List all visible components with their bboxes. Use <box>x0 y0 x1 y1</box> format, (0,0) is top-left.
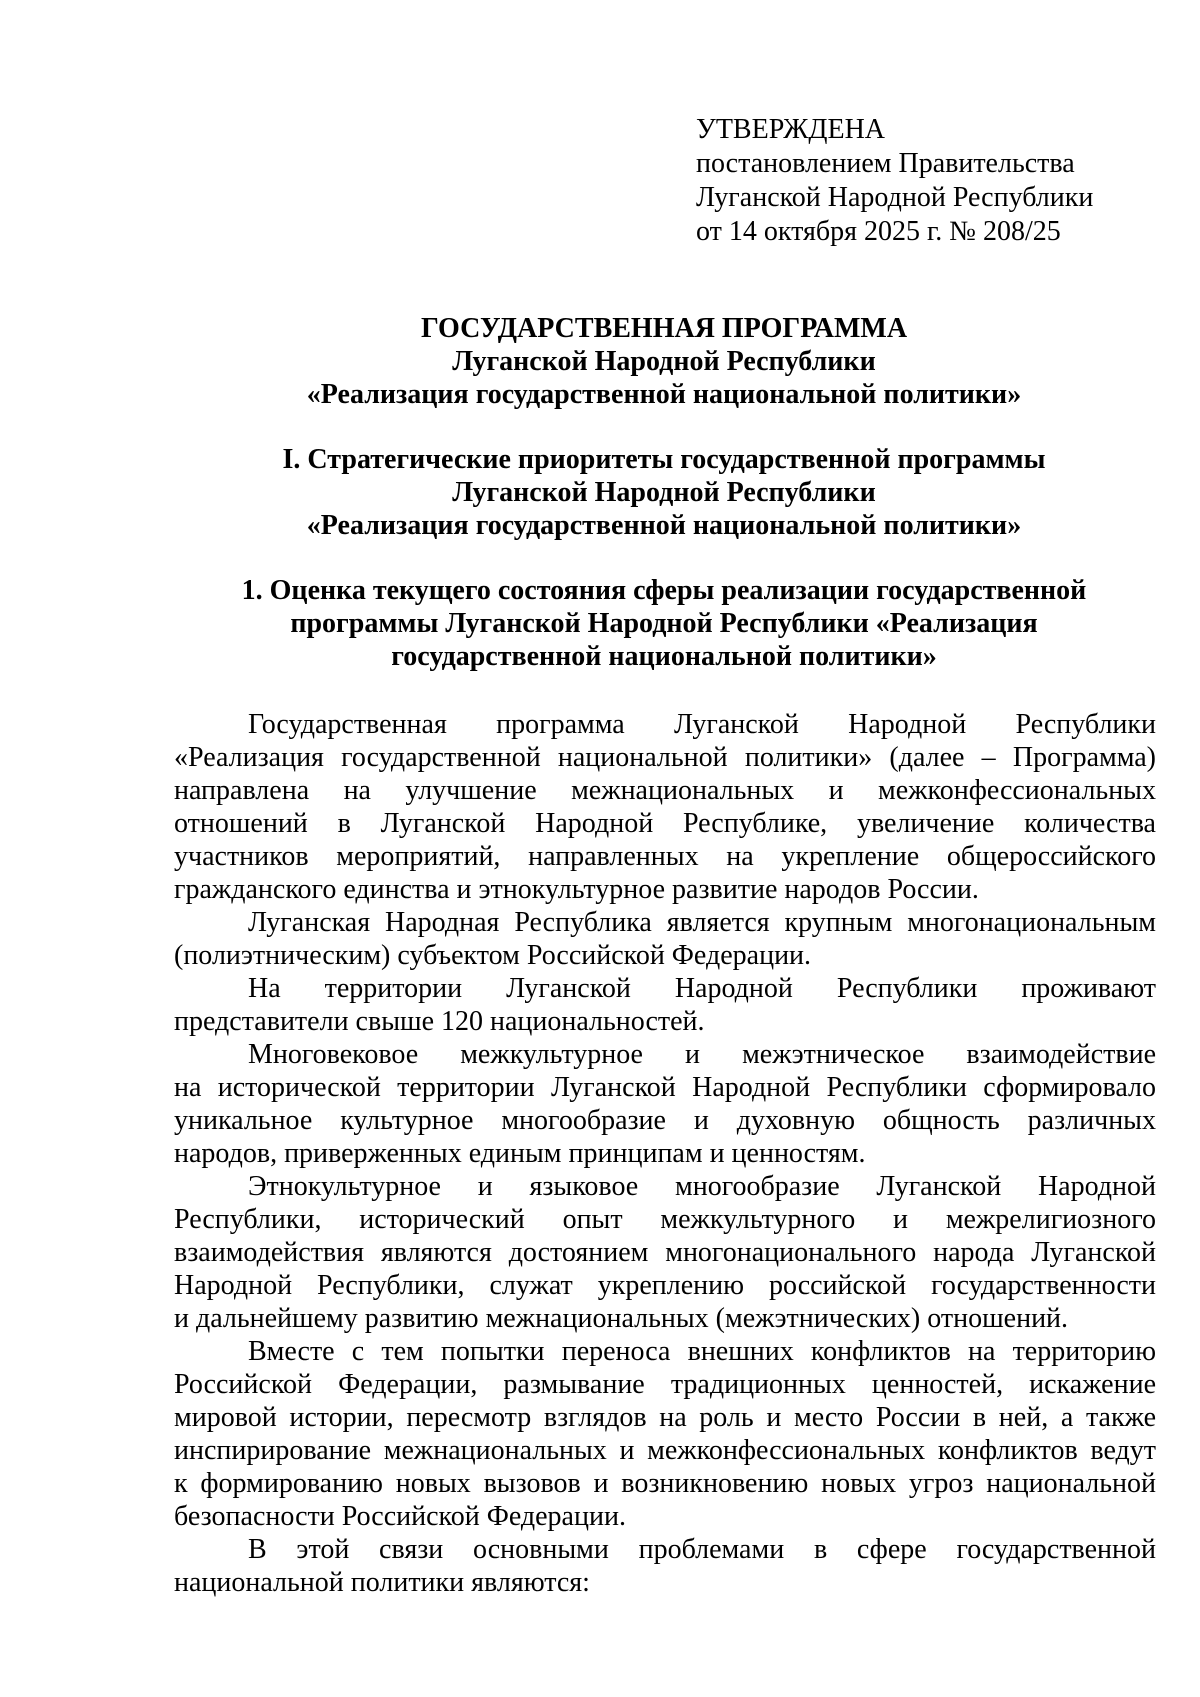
subsection-line: 1. Оценка текущего состояния сферы реализации государственной <box>241 575 1087 606</box>
paragraph-line: мировой истории, пересмотр взглядов на роль и место России в ней, а также <box>174 1402 1156 1433</box>
paragraph-line: инспирирование межнациональных и межконфессиональных конфликтов ведут <box>174 1435 1156 1466</box>
paragraph <box>174 1533 1156 1599</box>
paragraph-line: представители свыше 120 национальностей. <box>174 1006 705 1037</box>
paragraph-line: безопасности Российской Федерации. <box>174 1501 626 1532</box>
approval-stamp <box>696 113 1156 249</box>
title-line: Луганской Народной Республики <box>452 346 876 377</box>
paragraph-line: Луганская Народная Республика является крупным многонациональным <box>248 907 1156 938</box>
paragraph-line: Республики, исторический опыт межкультурного и межрелигиозного <box>174 1204 1156 1235</box>
paragraph-line: гражданского единства и этнокультурное развитие народов России. <box>174 874 979 905</box>
paragraph-line: Многовековое межкультурное и межэтническое взаимодействие <box>248 1039 1156 1070</box>
paragraph-line: На территории Луганской Народной Республики проживают <box>248 973 1156 1004</box>
paragraph-line: уникальное культурное многообразие и духовную общность различных <box>174 1105 1156 1136</box>
section-line: Луганской Народной Республики <box>452 477 876 508</box>
approval-line: Луганской Народной Республики <box>696 182 1094 213</box>
subsection-heading <box>172 574 1156 673</box>
paragraph <box>174 1170 1156 1335</box>
paragraph-line: на исторической территории Луганской Народной Республики сформировало <box>174 1072 1156 1103</box>
approval-line: постановлением Правительства <box>696 148 1075 179</box>
paragraph-line: народов, приверженных единым принципам и ценностям. <box>174 1138 866 1169</box>
title-line: ГОСУДАРСТВЕННАЯ ПРОГРАММА <box>420 313 908 344</box>
paragraph-line: взаимодействия являются достоянием многонационального народа Луганской <box>174 1237 1156 1268</box>
paragraph <box>174 708 1156 906</box>
paragraph-line: Государственная программа Луганской Народной Республики <box>248 709 1156 740</box>
paragraph-line: участников мероприятий, направленных на укрепление общероссийского <box>174 841 1156 872</box>
section-heading <box>172 443 1156 542</box>
paragraph-line: В этой связи основными проблемами в сфере государственной <box>248 1534 1156 1565</box>
paragraph <box>174 1335 1156 1533</box>
subsection-line: программы Луганской Народной Республики «Реализация <box>290 608 1038 639</box>
body-text <box>174 708 1156 1599</box>
paragraph-line: Этнокультурное и языковое многообразие Луганской Народной <box>248 1171 1156 1202</box>
paragraph <box>174 1038 1156 1170</box>
paragraph-line: (полиэтническим) субъектом Российской Федерации. <box>174 940 812 971</box>
title-line: «Реализация государственной национальной политики» <box>306 379 1022 410</box>
approval-line: УТВЕРЖДЕНА <box>696 114 886 145</box>
approval-line: от 14 октября 2025 г. № 208/25 <box>696 216 1061 247</box>
paragraph-line: национальной политики являются: <box>174 1567 590 1598</box>
paragraph <box>174 906 1156 972</box>
paragraph-line: «Реализация государственной национальной политики» (далее – Программа) <box>174 742 1156 773</box>
paragraph-line: Вместе с тем попытки переноса внешних конфликтов на территорию <box>248 1336 1156 1367</box>
paragraph-line: Народной Республики, служат укреплению российской государственности <box>174 1270 1156 1301</box>
paragraph-line: к формированию новых вызовов и возникновению новых угроз национальной <box>174 1468 1156 1499</box>
program-title <box>172 312 1156 411</box>
paragraph-line: направлена на улучшение межнациональных и межконфессиональных <box>174 775 1156 806</box>
paragraph-line: отношений в Луганской Народной Республике, увеличение количества <box>174 808 1156 839</box>
paragraph <box>174 972 1156 1038</box>
paragraph-line: Российской Федерации, размывание традиционных ценностей, искажение <box>174 1369 1156 1400</box>
section-line: I. Стратегические приоритеты государственной программы <box>282 444 1046 475</box>
subsection-line: государственной национальной политики» <box>391 641 937 672</box>
paragraph-line: и дальнейшему развитию межнациональных (межэтнических) отношений. <box>174 1303 1069 1334</box>
section-line: «Реализация государственной национальной политики» <box>306 510 1022 541</box>
